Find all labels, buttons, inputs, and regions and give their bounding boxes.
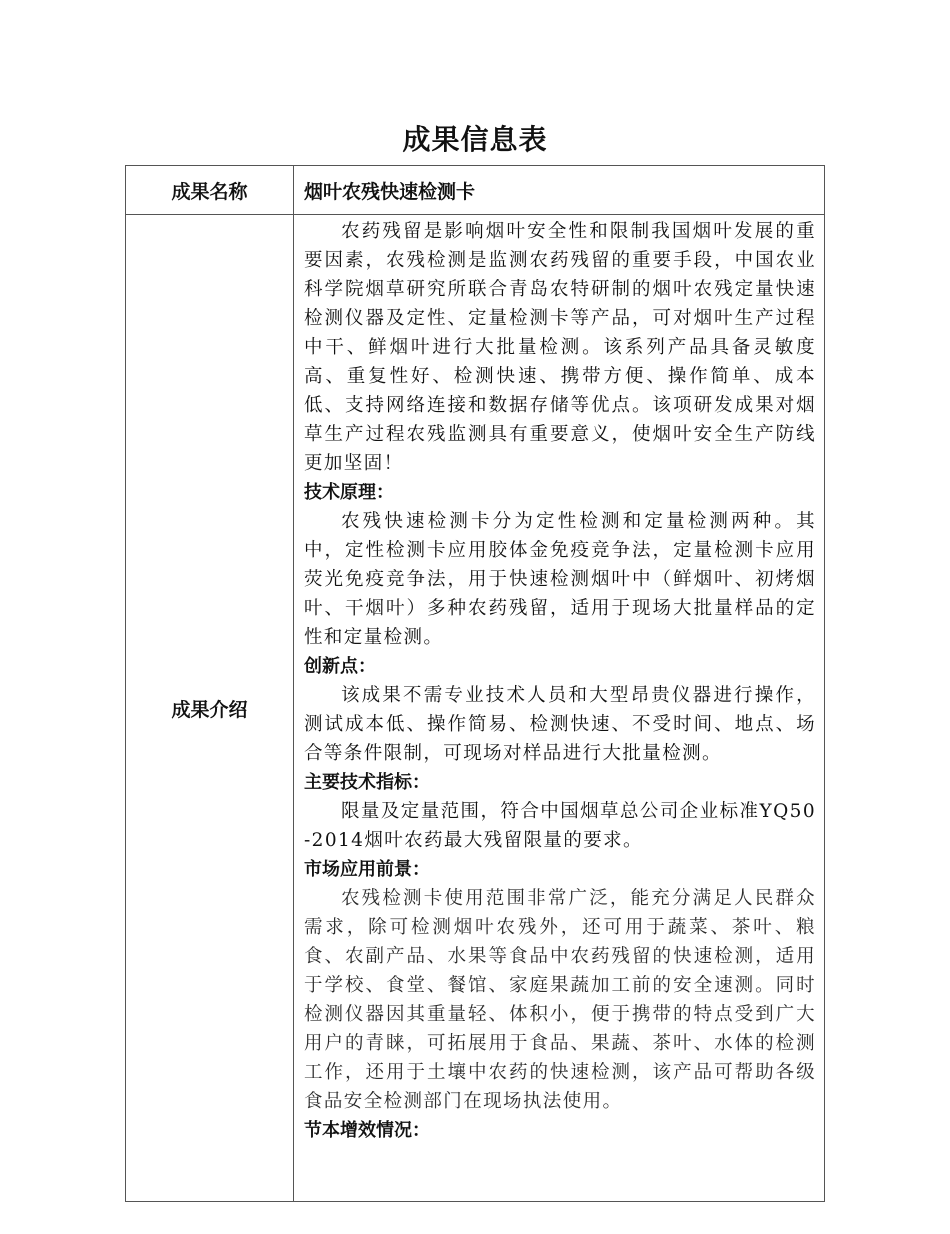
achievement-intro-content [294, 215, 825, 1202]
achievement-intro-row [126, 215, 825, 1202]
achievement-intro-label: 成果介绍 [126, 215, 294, 1202]
innovation-heading: 创新点： [304, 656, 376, 677]
market-heading: 市场应用前景： [304, 859, 430, 880]
innovation-paragraph: 该成果不需专业技术人员和大型昂贵仪器进行操作，测试成本低、操作简易、检测快速、不受时间、地点、场合等条件限制，可现场对样品进行大批量检测。 [304, 685, 816, 764]
achievement-info-table [125, 165, 825, 1202]
achievement-name-value: 烟叶农残快速检测卡 [294, 166, 825, 215]
intro-body [304, 217, 816, 1145]
document-title: 成果信息表 [402, 123, 548, 156]
overview-paragraph: 农药残留是影响烟叶安全性和限制我国烟叶发展的重要因素，农残检测是监测农药残留的重要手段，中国农业科学院烟草研究所联合青岛农特研制的烟叶农残定量快速检测仪器及定性、定量检测卡等产品，可对烟叶生产过程中干、鲜烟叶进行大批量检测。该系列产品具备灵敏度高、重复性好、检测快速、携带方便、操作简单、成本低、支持网络连接和数据存储等优点。该项研发成果对烟草生产过程农残监测具有重要意义，使烟叶安全生产防线更加坚固！ [304, 221, 816, 474]
principle-paragraph: 农残快速检测卡分为定性检测和定量检测两种。其中，定性检测卡应用胶体金免疫竞争法，定量检测卡应用荧光免疫竞争法，用于快速检测烟叶中（鲜烟叶、初烤烟叶、干烟叶）多种农药残留，适用于现场大批量样品的定性和定量检测。 [304, 511, 816, 648]
benefit-heading: 节本增效情况： [304, 1120, 430, 1141]
principle-heading: 技术原理： [304, 482, 394, 503]
indicators-paragraph: 限量及定量范围，符合中国烟草总公司企业标准YQ50-2014烟叶农药最大残留限量的要求。 [304, 801, 816, 851]
indicators-heading: 主要技术指标： [304, 772, 430, 793]
market-paragraph: 农残检测卡使用范围非常广泛，能充分满足人民群众需求，除可检测烟叶农残外，还可用于蔬菜、茶叶、粮食、农副产品、水果等食品中农药残留的快速检测，适用于学校、食堂、餐馆、家庭果蔬加工前的安全速测。同时检测仪器因其重量轻、体积小，便于携带的特点受到广大用户的青睐，可拓展用于食品、果蔬、茶叶、水体的检测工作，还用于土壤中农药的快速检测，该产品可帮助各级食品安全检测部门在现场执法使用。 [304, 888, 816, 1112]
achievement-name-row [126, 166, 825, 215]
achievement-name-label: 成果名称 [126, 166, 294, 215]
